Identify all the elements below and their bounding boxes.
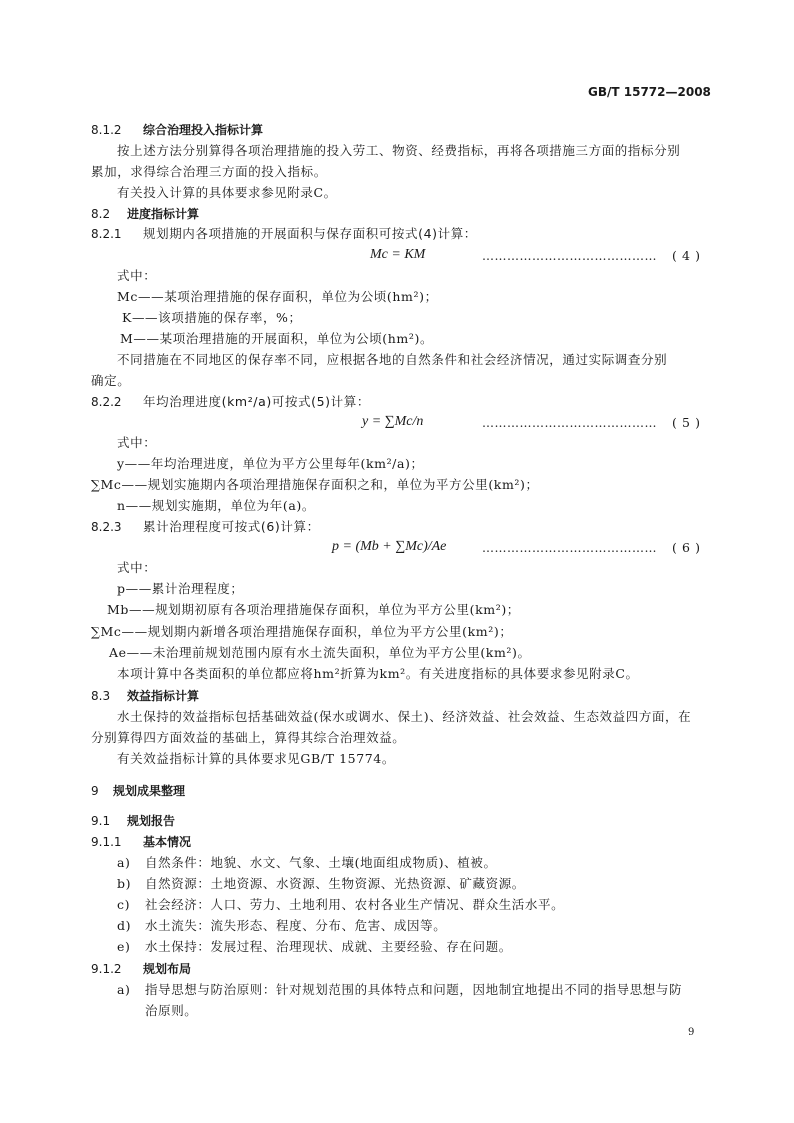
section-number: 8.2 bbox=[91, 207, 111, 221]
paragraph-line: 确定。 bbox=[91, 373, 131, 388]
definition: ∑Mc——规划实施期内各项治理措施保存面积之和，单位为平方公里(km²)； bbox=[91, 477, 539, 492]
section-number: 8.3 bbox=[91, 689, 111, 703]
section-title: 进度指标计算 bbox=[127, 207, 200, 221]
section-number: 8.2.1 bbox=[91, 227, 122, 241]
paragraph-line: 分别算得四方面效益的基础上，算得其综合治理效益。 bbox=[91, 730, 406, 745]
section-text: 年均治理进度(km²/a)可按式(5)计算： bbox=[143, 394, 370, 409]
section-title: 综合治理投入指标计算 bbox=[143, 123, 264, 137]
list-item bbox=[117, 984, 682, 997]
list-text: 社会经济：人口、劳力、土地利用、农村各业生产情况、群众生活水平。 bbox=[145, 897, 565, 912]
list-text: 自然资源：土地资源、水资源、生物资源、光热资源、矿藏资源。 bbox=[145, 876, 525, 891]
heading-9 bbox=[91, 785, 185, 797]
list-marker: a) bbox=[117, 982, 131, 997]
standard-code: GB/T 15772—2008 bbox=[588, 85, 711, 99]
paragraph-line: 累加，求得综合治理三方面的投入指标。 bbox=[91, 164, 327, 179]
list-marker: c) bbox=[117, 897, 131, 912]
definition: M——某项治理措施的开展面积，单位为公顷(hm²)。 bbox=[120, 331, 434, 346]
definition: Ae——未治理前规划范围内原有水土流失面积，单位为平方公里(km²)。 bbox=[109, 645, 531, 660]
heading-8-2-1 bbox=[91, 228, 477, 241]
section-text: 规划期内各项措施的开展面积与保存面积可按式(4)计算： bbox=[143, 226, 477, 241]
definition: Mc——某项治理措施的保存面积，单位为公顷(hm²)； bbox=[117, 289, 438, 304]
section-title: 规划成果整理 bbox=[113, 784, 186, 798]
heading-9-1-2 bbox=[91, 963, 191, 975]
section-number: 8.2.3 bbox=[91, 520, 122, 534]
section-title: 规划布局 bbox=[143, 962, 192, 976]
definition: p——累计治理程度； bbox=[117, 581, 244, 596]
list-item-continuation: 治原则。 bbox=[145, 1003, 198, 1018]
definition: ∑Mc——规划期内新增各项治理措施保存面积，单位为平方公里(km²)； bbox=[91, 624, 513, 639]
list-marker: d) bbox=[117, 918, 132, 933]
section-number: 8.2.2 bbox=[91, 395, 122, 409]
paragraph-line: 有关投入计算的具体要求参见附录C。 bbox=[117, 185, 337, 200]
definition: Mb——规划期初原有各项治理措施保存面积，单位为平方公里(km²)； bbox=[107, 602, 520, 617]
formula-leader: …………………………………… bbox=[482, 416, 657, 430]
paragraph-line: 本项计算中各类面积的单位都应将hm²折算为km²。有关进度指标的具体要求参见附录C。 bbox=[117, 666, 639, 681]
paragraph-line: 按上述方法分别算得各项治理措施的投入劳工、物资、经费指标，再将各项措施三方面的指标分别 bbox=[117, 143, 681, 158]
heading-8-2-3 bbox=[91, 521, 320, 534]
list-marker: a) bbox=[117, 855, 131, 870]
section-number: 8.1.2 bbox=[91, 123, 122, 137]
definition: y——年均治理进度，单位为平方公里每年(km²/a)； bbox=[117, 456, 424, 471]
section-number: 9 bbox=[91, 784, 99, 798]
section-text: 累计治理程度可按式(6)计算： bbox=[143, 519, 320, 534]
heading-8-3 bbox=[91, 690, 199, 702]
list-item bbox=[117, 899, 564, 912]
list-text: 自然条件：地貌、水文、气象、土壤(地面组成物质)、植被。 bbox=[145, 855, 497, 870]
section-number: 9.1 bbox=[91, 814, 111, 828]
list-item bbox=[117, 920, 446, 933]
section-number: 9.1.2 bbox=[91, 962, 122, 976]
list-item bbox=[117, 941, 512, 954]
paragraph-line: 不同措施在不同地区的保存率不同，应根据各地的自然条件和社会经济情况，通过实际调查分别 bbox=[117, 352, 668, 367]
section-title: 效益指标计算 bbox=[127, 689, 200, 703]
formula-leader: …………………………………… bbox=[482, 249, 657, 263]
formula-5: y = ∑Mc/n bbox=[362, 414, 424, 429]
equation-number: ( 6 ) bbox=[672, 540, 701, 555]
list-item bbox=[117, 878, 525, 891]
heading-8-2-2 bbox=[91, 396, 370, 409]
heading-8-2 bbox=[91, 208, 199, 220]
paragraph-line: 有关效益指标计算的具体要求见GB/T 15774。 bbox=[117, 751, 395, 766]
where-label: 式中： bbox=[117, 435, 157, 450]
formula-6: p = (Mb + ∑Mc)/Ae bbox=[332, 539, 447, 554]
list-marker: b) bbox=[117, 876, 132, 891]
list-text: 水土流失：流失形态、程度、分布、危害、成因等。 bbox=[145, 918, 447, 933]
page-number: 9 bbox=[688, 1027, 695, 1038]
where-label: 式中： bbox=[117, 560, 157, 575]
where-label: 式中： bbox=[117, 268, 157, 283]
list-text: 指导思想与防治原则：针对规划范围的具体特点和问题，因地制宜地提出不同的指导思想与防 bbox=[145, 982, 683, 997]
definition: n——规划实施期，单位为年(a)。 bbox=[117, 498, 315, 513]
section-title: 规划报告 bbox=[127, 814, 176, 828]
list-marker: e) bbox=[117, 939, 131, 954]
section-title: 基本情况 bbox=[143, 835, 192, 849]
equation-number: ( 4 ) bbox=[672, 248, 701, 263]
list-item bbox=[117, 857, 497, 870]
heading-9-1 bbox=[91, 815, 175, 827]
paragraph-line: 水土保持的效益指标包括基础效益(保水或调水、保土)、经济效益、社会效益、生态效益四方面，在 bbox=[117, 709, 692, 724]
list-text: 水土保持：发展过程、治理现状、成就、主要经验、存在问题。 bbox=[145, 939, 512, 954]
equation-number: ( 5 ) bbox=[672, 415, 701, 430]
section-number: 9.1.1 bbox=[91, 835, 122, 849]
heading-8-1-2 bbox=[91, 124, 263, 136]
definition: K——该项措施的保存率，%； bbox=[122, 310, 302, 325]
heading-9-1-1 bbox=[91, 836, 191, 848]
formula-4: Mc = KM bbox=[370, 247, 426, 262]
formula-leader: …………………………………… bbox=[482, 541, 657, 555]
